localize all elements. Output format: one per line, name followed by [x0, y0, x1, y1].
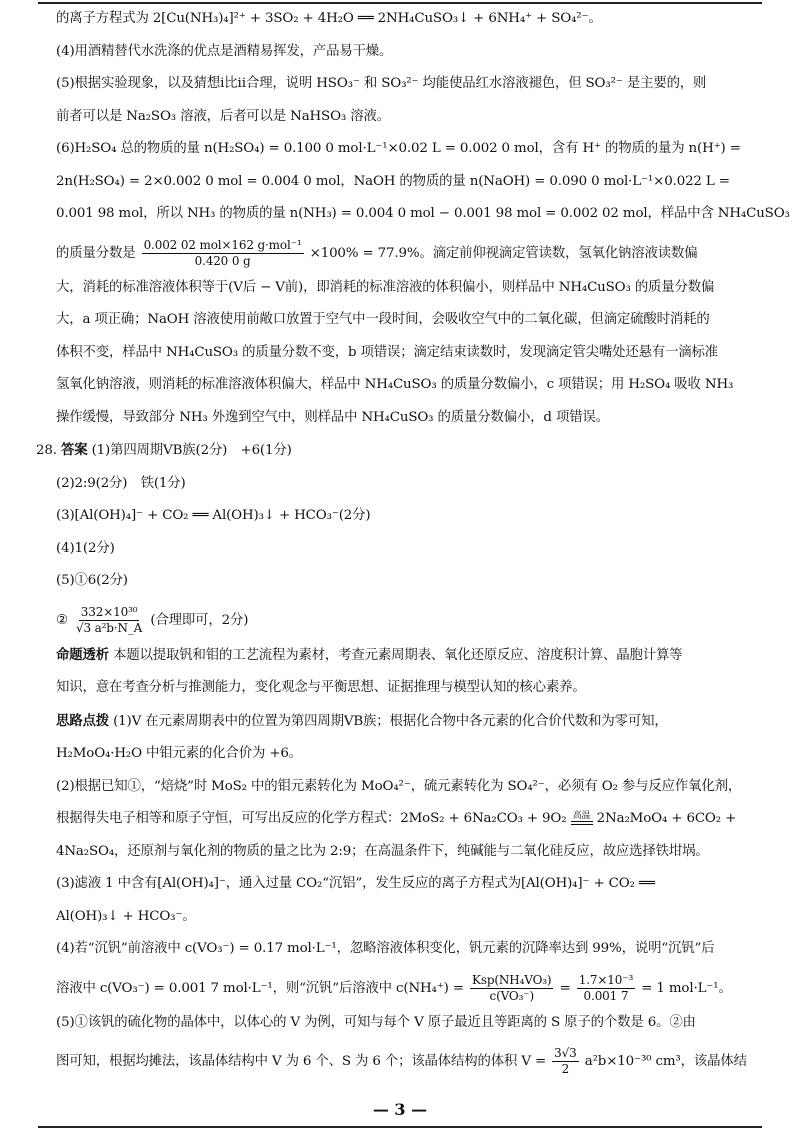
text-fragment: 本题以提取钒和钼的工艺流程为素材，考查元素周期表、氧化还原反应、溶度积计算、晶胞计算等: [113, 647, 683, 663]
text-fragment: =: [559, 980, 571, 996]
text-line: 0.001 98 mol，所以 NH₃ 的物质的量 n(NH₃) = 0.004 0 mol − 0.001 98 mol = 0.002 02 mol，样品中含 NH₄CuSO₃: [56, 206, 790, 221]
solution-hints: [56, 712, 760, 731]
fraction-numerator: Ksp(NH₄VO₃): [472, 972, 552, 987]
answer-part-1: (1)第四周期ⅤB族(2分) +6(1分): [91, 443, 292, 458]
text-fragment: 的质量分数是: [56, 245, 136, 261]
fraction-denominator: √3 a²b·N_A: [75, 620, 143, 635]
text-line: 知识，意在考查分析与推测能力，变化观念与平衡思想、证据推理与模型认知的核心素养。: [56, 680, 586, 695]
answer-label: 答案: [60, 442, 88, 458]
reaction-condition: [571, 812, 593, 825]
text-line: (5)①该钒的硫化物的晶体中，以体心的 V 为例，可知与每个 V 原子最近且等距离的 S 原子的个数是 6。②由: [56, 1014, 696, 1030]
text-fragment: = 1 mol·L⁻¹。: [641, 980, 732, 996]
proposition-analysis: [56, 646, 760, 665]
text-fragment: 根据得失电子相等和原子守恒，可写出反应的化学方程式：2MoS₂ + 6Na₂CO₃ + 9O₂: [56, 811, 571, 826]
question-28-answer: [36, 441, 760, 460]
text-line: 4Na₂SO₄，还原剂与氧化剂的物质的量之比为 2:9；在高温条件下，纯碱能与二氧化硅反应，故应选择铁坩埚。: [56, 843, 709, 859]
text-line: 大，消耗的标准溶液体积等于(V后 − V前)，即消耗的标准溶液的体积偏小，则样品中 NH₄CuSO₃ 的质量分数偏: [56, 279, 715, 295]
text-line: 前者可以是 Na₂SO₃ 溶液，后者可以是 NaHSO₃ 溶液。: [56, 108, 390, 124]
fraction-numerator: 1.7×10⁻³: [578, 972, 634, 987]
text-fragment: 图可知，根据均摊法，该晶体结构中 V 为 6 个、S 为 6 个；该晶体结构的体积 V =: [56, 1054, 547, 1069]
text-fragment: ②: [56, 612, 68, 628]
answer-part-2: (2)2:9(2分) 铁(1分): [56, 475, 186, 491]
volume-fraction: [552, 1046, 578, 1077]
text-line-with-fraction: [56, 238, 760, 269]
fraction-numerator: 3√3: [554, 1046, 577, 1060]
density-formula: [74, 605, 144, 636]
text-fragment: 溶液中 c(VO₃⁻) = 0.001 7 mol·L⁻¹，则“沉钒”后溶液中 c(NH₄⁺) =: [56, 980, 464, 996]
text-fragment: ×100% = 77.9%。滴定前仰视滴定管读数，氢氧化钠溶液读数偏: [309, 245, 698, 261]
volume-line: [56, 1046, 760, 1077]
fraction-numerator: 332×10³⁰: [80, 604, 138, 619]
text-line: (4)若“沉钒”前溶液中 c(VO₃⁻) = 0.17 mol·L⁻¹，忽略溶液体积变化，钒元素的沉降率达到 99%，说明“沉钒”后: [56, 941, 715, 956]
page-number: — 3 —: [372, 1100, 428, 1119]
bottom-rule: [38, 1126, 762, 1128]
ksp-fraction: [470, 973, 553, 1004]
answer-part-3: (3)[Al(OH)₄]⁻ + CO₂ ══ Al(OH)₃↓ + HCO₃⁻(2分): [56, 508, 371, 523]
fraction-denominator: c(VO₃⁻): [489, 988, 534, 1003]
text-fragment: 2Na₂MoO₄ + 6CO₂ +: [596, 811, 737, 826]
answer-part-4: (4)1(2分): [56, 540, 115, 556]
text-line: (6)H₂SO₄ 总的物质的量 n(H₂SO₄) = 0.100 0 mol·L⁻¹×0.02 L = 0.002 0 mol，含有 H⁺ 的物质的量为 n(H⁺) =: [56, 141, 741, 156]
text-line: 操作缓慢，导致部分 NH₃ 外逸到空气中，则样品中 NH₄CuSO₃ 的质量分数偏小，d 项错误。: [56, 409, 609, 425]
text-line: (4)用酒精替代水洗涤的优点是酒精易挥发，产品易干燥。: [56, 43, 393, 59]
text-fragment: (合理即可，2分): [150, 612, 249, 628]
fraction-denominator: 0.420 0 g: [194, 253, 251, 268]
text-line: Al(OH)₃↓ + HCO₃⁻。: [56, 908, 196, 924]
section-label: 思路点拨: [56, 712, 109, 729]
section-label: 命题透析: [56, 646, 109, 663]
equals-bar: [571, 821, 593, 825]
text-line: 氢氧化钠溶液，则消耗的标准溶液体积偏大，样品中 NH₄CuSO₃ 的质量分数偏小，c 项错误；用 H₂SO₄ 吸收 NH₃: [56, 377, 734, 392]
answer-page: [36, 10, 790, 1092]
text-line: H₂MoO₄·H₂O 中钼元素的化合价为 +6。: [56, 746, 303, 761]
top-rule: [38, 2, 762, 4]
answer-part-5: (5)①6(2分): [56, 573, 128, 588]
answer-part-5-2: [56, 605, 760, 636]
ksp-calculation-line: [56, 973, 760, 1004]
text-fragment: a²b×10⁻³⁰ cm³，该晶体结: [584, 1054, 747, 1069]
text-line: (3)滤液 1 中含有[Al(OH)₄]⁻，通入过量 CO₂“沉铝”，发生反应的离子方程式为[Al(OH)₄]⁻ + CO₂ ══: [56, 876, 655, 891]
fraction-numerator: 0.002 02 mol×162 g·mol⁻¹: [143, 237, 302, 252]
value-fraction: [577, 973, 635, 1004]
reaction-equation-line: [56, 810, 760, 828]
text-line: 大，a 项正确；NaOH 溶液使用前敞口放置于空气中一段时间，会吸收空气中的二氧化碳，但滴定硫酸时消耗的: [56, 312, 710, 327]
condition-text: 高温: [572, 811, 591, 821]
text-line: 体积不变，样品中 NH₄CuSO₃ 的质量分数不变，b 项错误；滴定结束读数时，发现滴定管尖嘴处还悬有一滴标准: [56, 344, 719, 360]
fraction-denominator: 0.001 7: [583, 988, 629, 1003]
text-line: 的离子方程式为 2[Cu(NH₃)₄]²⁺ + 3SO₂ + 4H₂O ══ 2NH₄CuSO₃↓ + 6NH₄⁺ + SO₄²⁻。: [56, 11, 602, 26]
text-line: (2)根据已知①，“焙烧”时 MoS₂ 中的钼元素转化为 MoO₄²⁻，硫元素转化为 SO₄²⁻，必须有 O₂ 参与反应作氧化剂，: [56, 778, 742, 794]
text-line: (5)根据实验现象，以及猜想ⅰ比ⅱ合理，说明 HSO₃⁻ 和 SO₃²⁻ 均能使品红水溶液褪色，但 SO₃²⁻ 是主要的，则: [56, 76, 707, 91]
text-line: 2n(H₂SO₄) = 2×0.002 0 mol = 0.004 0 mol，NaOH 的物质的量 n(NaOH) = 0.090 0 mol·L⁻¹×0.022 L =: [56, 173, 730, 189]
mass-fraction-formula: [142, 238, 304, 269]
question-number: 28.: [36, 443, 57, 458]
fraction-denominator: 2: [561, 1062, 570, 1076]
text-fragment: (1)V 在元素周期表中的位置为第四周期ⅤB族；根据化合物中各元素的化合价代数和为零可知，: [113, 713, 668, 729]
